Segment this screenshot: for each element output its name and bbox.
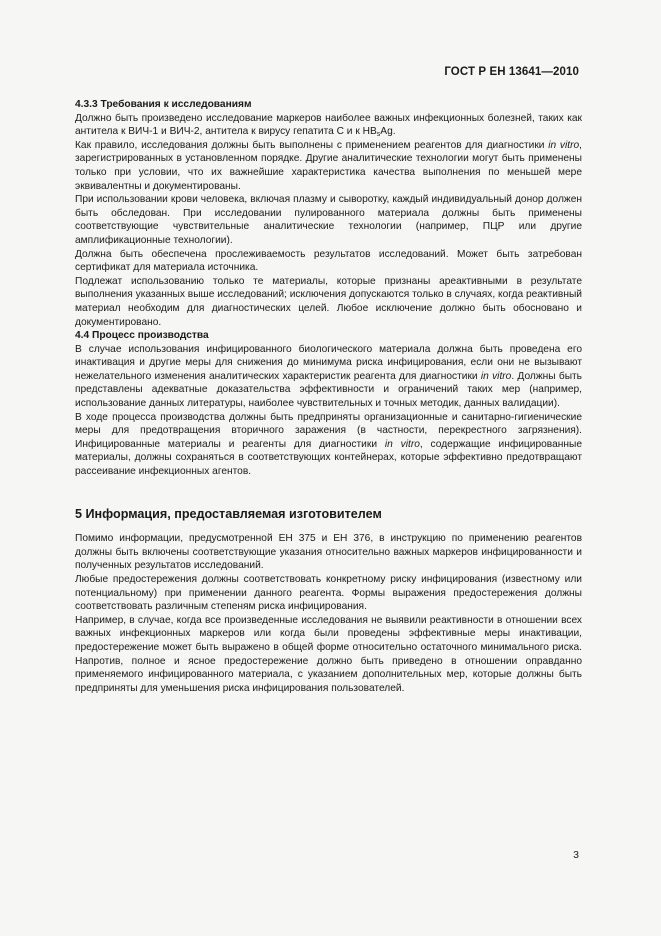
paragraph: При использовании крови человека, включая плазму и сыворотку, каждый индивидуальный донор должен быть обследован. При исследовании пулированного материала должны быть применены соответствующие чувствительные аналитические технологии (например, ПЦР или другие амплификационные технологии). xyxy=(75,194,582,246)
paragraph: Любые предостережения должны соответствовать конкретному риску инфицирования (известному или потенциальному) при применении данного реагента. Формы выражения предостережения должны соответствовать различным степеням риска инфицирования. xyxy=(75,574,582,613)
document-body xyxy=(75,98,582,695)
italic-term: in vitro xyxy=(548,139,580,151)
paragraph: Помимо информации, предусмотренной ЕН 375 и ЕН 376, в инструкцию по применению реагентов должны быть включены соответствующие указания относительно важных маркеров инфицированности и полученных результатов исследований. xyxy=(75,533,582,572)
paragraph-text: В случае использования инфицированного биологического материала должна быть проведена его инактивация и другие меры для снижения до минимума риска инфицирования, если они не вызывают нежелательного изменения аналитических характеристик реагента для диагностики xyxy=(75,343,582,382)
paragraph-text: , содержащие инфицированные материалы, должны сохраняться в соответствующих контейнерах, которые эффективно предотвращают рассеивание инфекционных агентов. xyxy=(75,438,582,478)
paragraph: Например, в случае, когда все произведенные исследования не выявили реактивности в отношении всех важных инфекционных маркеров или когда были проведены эффективные меры инактивации, предостережение может быть выражено в общей форме относительно остаточного минимального риска. Напротив, полное и ясное предостережение должно быть приведено в отношении оправданно применяемого инфицированного материала, с указанием дополнительных мер, которые должны быть предприняты для уменьшения риска инфицирования пользователей. xyxy=(75,614,582,694)
paragraph-text: . Должны быть представлены адекватные доказательства эффективности и ограничений таких мер (например, использование данных литературы, наиболее чувствительных и точных методик, данных валидации). xyxy=(75,370,582,410)
paragraph xyxy=(75,112,582,139)
paragraph xyxy=(75,139,582,193)
paragraph: Должна быть обеспечена прослеживаемость результатов исследований. Может быть затребован сертификат для материала источника. xyxy=(75,248,582,274)
paragraph: Подлежат использованию только те материалы, которые признаны ареактивными в результате выполнения указанных выше исследований; исключения допускаются только в случаях, когда реактивный материал необходим для диагностических целей. Любое исключение должно быть обосновано и документировано. xyxy=(75,275,582,328)
paragraph xyxy=(75,411,582,479)
paragraph-text: В ходе процесса производства должны быть предприняты организационные и санитарно-гигиенические меры для предотвращения вторичного заражения (в частности, перекрестного загрязнения). Инфицированные материалы и реагенты для диагностики xyxy=(75,411,582,450)
subscript: s xyxy=(376,131,381,139)
paragraph xyxy=(75,343,582,411)
document-number: ГОСТ Р ЕН 13641—2010 xyxy=(444,66,579,78)
italic-term: in vitro xyxy=(384,438,420,450)
paragraph-text: Ag. xyxy=(380,126,396,138)
paragraph-text: Должно быть произведено исследование маркеров наиболее важных инфекционных болезней, таких как антитела к ВИЧ-1 и ВИЧ-2, антитела к вирусу гепатита С и к HB xyxy=(75,112,582,138)
paragraph-text: , зарегистрированных в установленном порядке. Другие аналитические технологии могут быть применены только при условии, что их важнейшие характеристика качества выполнения по меньшей мере эквивалентны и документированы. xyxy=(75,139,583,192)
paragraph-text: Как правило, исследования должны быть выполнены с применением реагентов для диагностики xyxy=(75,139,549,151)
page-number: 3 xyxy=(573,849,579,861)
italic-term: in vitro xyxy=(480,370,512,382)
section-5-heading: 5 Информация, предоставляемая изготовителем xyxy=(75,506,382,521)
subsection-4-3-3-heading: 4.3.3 Требования к исследованиям xyxy=(75,99,252,110)
subsection-4-4-heading: 4.4 Процесс производства xyxy=(75,330,209,342)
